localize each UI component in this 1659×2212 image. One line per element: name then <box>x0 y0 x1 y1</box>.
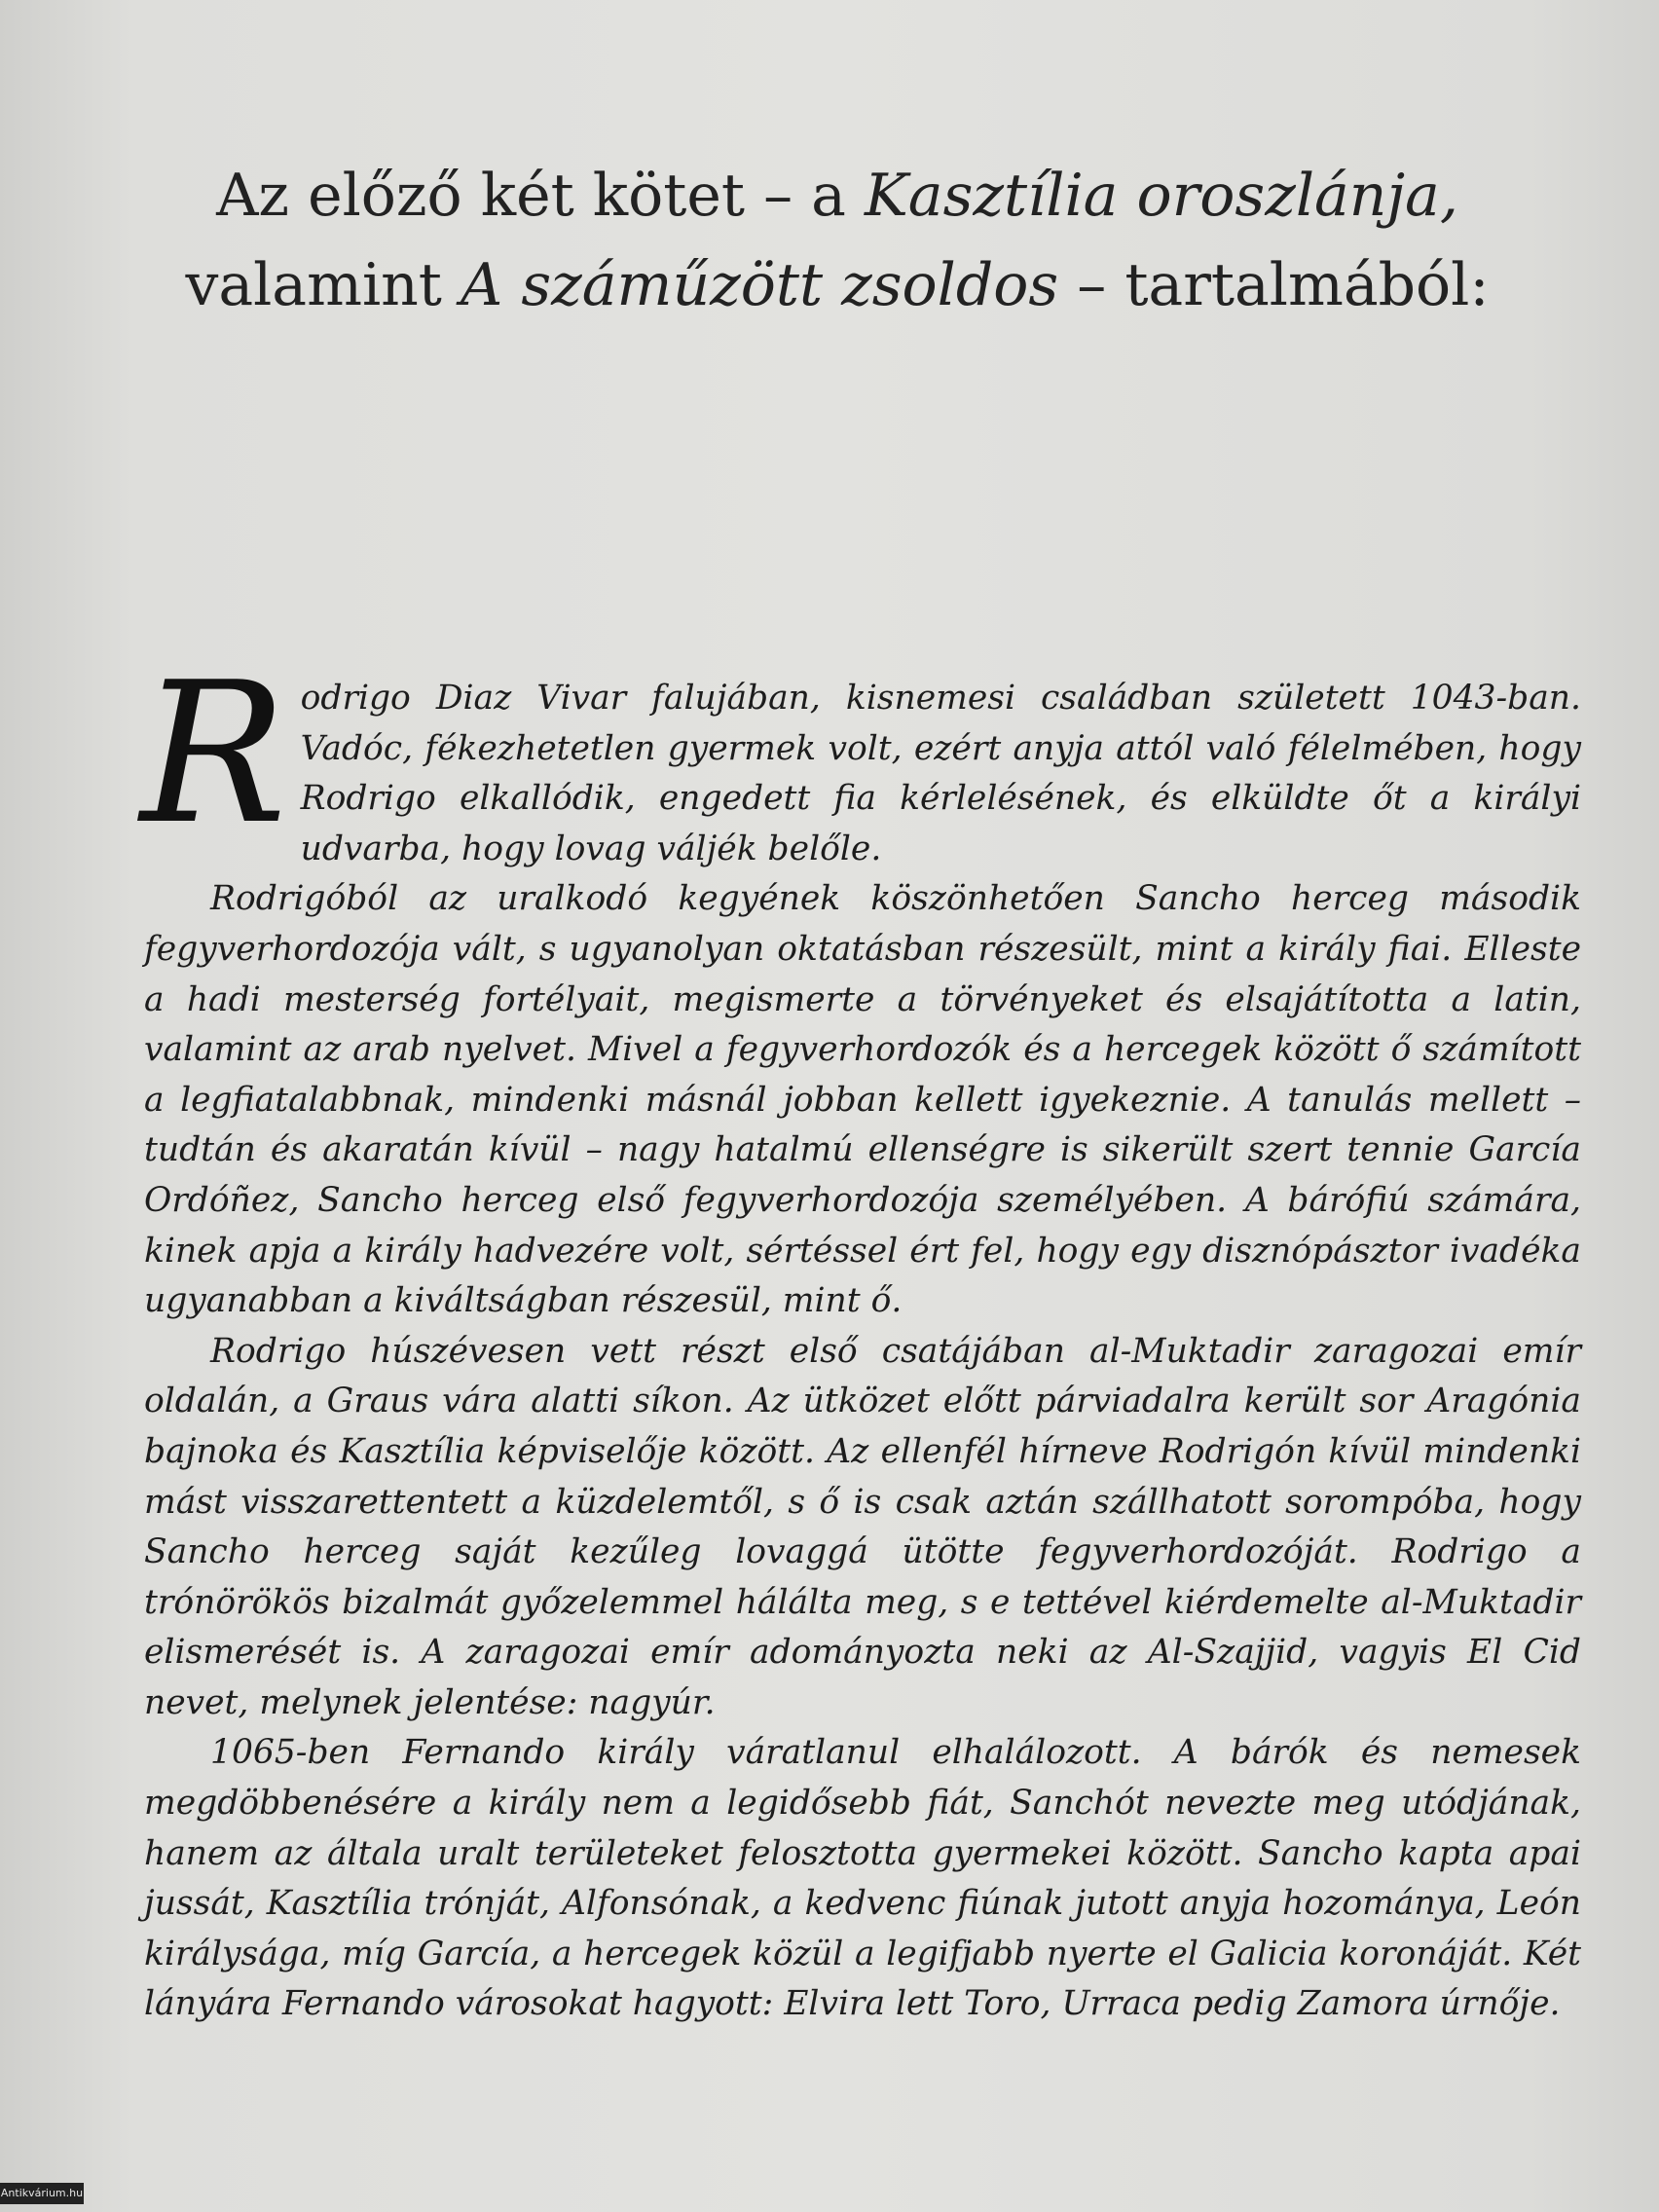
watermark: Antikvárium.hu <box>0 2183 84 2204</box>
paragraph-1-text: odrigo Diaz Vivar falujában, kisnemesi családban született 1043-ban. Vadóc, fékezhetetlen gyermek volt, ezért anyja attól való félelmében, hogy Rodrigo elkallódik, engedett fia kérlelésének, és elküldte őt a királyi udvarba, hogy lovag váljék belőle. <box>300 679 1581 868</box>
page-heading <box>117 151 1558 330</box>
paragraph-2: Rodrigóból az uralkodó kegyének köszönhetően Sancho herceg második fegyverhordozója vált, s ugyanolyan oktatásban részesült, mint a király fiai. Elleste a hadi mesterség fortélyait, megismerte a törvényeket és elsajátította a latin, valamint az arab nyelvet. Mivel a fegyverhordozók és a hercegek között ő számított a legfiatalabbnak, mindenki másnál jobban kellett igyekeznie. A tanulás mellett – tudtán és akaratán kívül – nagy hatalmú ellenségre is sikerült szert tennie García Ordóñez, Sancho herceg első fegyverhordozója személyében. A bárófiú számára, kinek apja a király hadvezére volt, sértéssel ért fel, hogy egy disznópásztor ivadéka ugyanabban a kiváltságban részesül, mint ő. <box>144 879 1581 1321</box>
heading-line2-end: – tartalmából: <box>1058 251 1490 319</box>
paragraph-3: Rodrigo húszévesen vett részt első csatájában al-Muktadir zaragozai emír oldalán, a Graus vára alatti síkon. Az ütközet előtt párviadalra került sor Aragónia bajnoka és Kasztília képviselője között. Az ellenfél hírneve Rodrigón kívül mindenki mást visszarettentett a küzdelemtől, s ő is csak aztán szállhatott sorompóba, hogy Sancho herceg saját kezűleg lovaggá ütötte fegyverhordozóját. Rodrigo a trónörökös bizalmát győzelemmel hálálta meg, s e tettével kiérdemelte al-Muktadir elismerését is. A zaragozai emír adományozta neki az Al-Szajjid, vagyis El Cid nevet, melynek jelentése: nagyúr. <box>144 1331 1581 1722</box>
heading-line1-text: Az előző két kötet – a <box>216 162 865 230</box>
paragraph-4: 1065-ben Fernando király váratlanul elhalálozott. A bárók és nemesek megdöbbenésére a király nem a legidősebb fiát, Sanchót nevezte meg utódjának, hanem az általa uralt területeket felosztotta gyermekei között. Sancho kapta apai jussát, Kasztília trónját, Alfonsónak, a kedvenc fiúnak jutott anyja hozománya, León királysága, míg García, a hercegek közül a legifjabb nyerte el Galicia koronáját. Két lányára Fernando városokat hagyott: Elvira lett Toro, Urraca pedig Zamora úrnője. <box>144 1733 1581 2024</box>
drop-cap: R <box>140 641 287 867</box>
heading-book-title-1: Kasztília oroszlánja, <box>864 162 1458 230</box>
heading-book-title-2: A száműzött zsoldos <box>460 251 1059 319</box>
paragraph-1 <box>140 641 1581 874</box>
body-text <box>140 641 1581 2030</box>
heading-line2-text: valamint <box>185 251 461 319</box>
